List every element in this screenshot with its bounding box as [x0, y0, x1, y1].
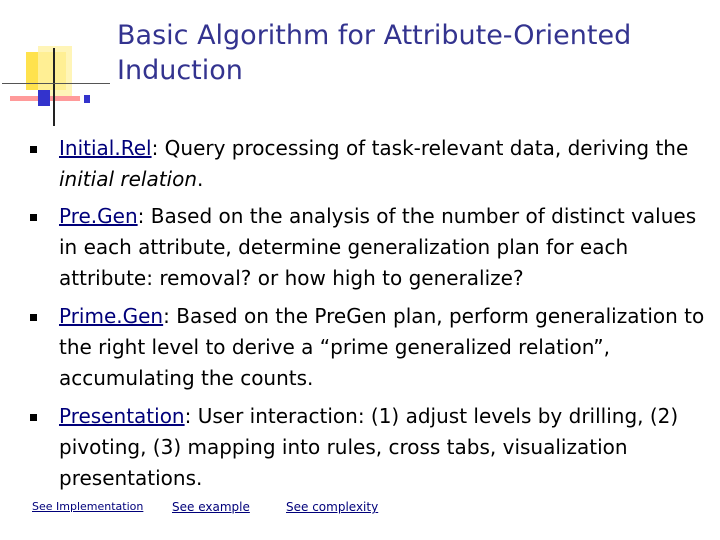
bullet-square-icon — [30, 214, 37, 221]
link-see-example[interactable]: See example — [172, 500, 250, 514]
link-prime-gen[interactable]: Prime.Gen — [59, 304, 164, 328]
bullet-list — [30, 133, 710, 494]
link-see-complexity[interactable]: See complexity — [286, 500, 379, 514]
bullet-text-emphasis: initial relation — [59, 167, 198, 191]
link-pre-gen[interactable]: Pre.Gen — [59, 204, 138, 228]
bullet-text: : User interaction: (1) adjust levels by drilling, (2) pivoting, (3) mapping into rules, cross tabs, visualization presentations. — [59, 404, 679, 490]
bullet-square-icon — [30, 314, 37, 321]
logo-horizontal-line — [2, 83, 110, 84]
logo-blue-dot — [84, 95, 90, 103]
bullet-item-prime-gen — [30, 301, 710, 394]
corner-logo — [0, 0, 110, 130]
bullet-item-presentation — [30, 401, 710, 494]
bullet-text: : Based on the analysis of the number of distinct values in each attribute, determine generalization plan for each attribute: removal? or how high to generalize? — [59, 204, 697, 290]
logo-blue-square — [38, 90, 50, 106]
link-initial-rel[interactable]: Initial.Rel — [59, 136, 152, 160]
logo-vertical-line — [53, 48, 55, 126]
logo-yellow-light — [38, 46, 72, 96]
link-see-implementation[interactable]: See Implementation — [32, 500, 144, 513]
bullet-square-icon — [30, 414, 37, 421]
bullet-text: : Query processing of task-relevant data, deriving the — [151, 136, 689, 160]
bullet-item-pre-gen — [30, 201, 710, 294]
bullet-text-end: . — [197, 167, 204, 191]
slide-title: Basic Algorithm for Attribute-Oriented Induction — [117, 20, 632, 86]
bullet-text: : Based on the PreGen plan, perform generalization to the right level to derive a “prime generalized relation”, accumulating the counts. — [59, 304, 705, 390]
link-presentation[interactable]: Presentation — [59, 404, 185, 428]
bullet-item-initial-rel — [30, 133, 710, 195]
bullet-square-icon — [30, 146, 37, 153]
